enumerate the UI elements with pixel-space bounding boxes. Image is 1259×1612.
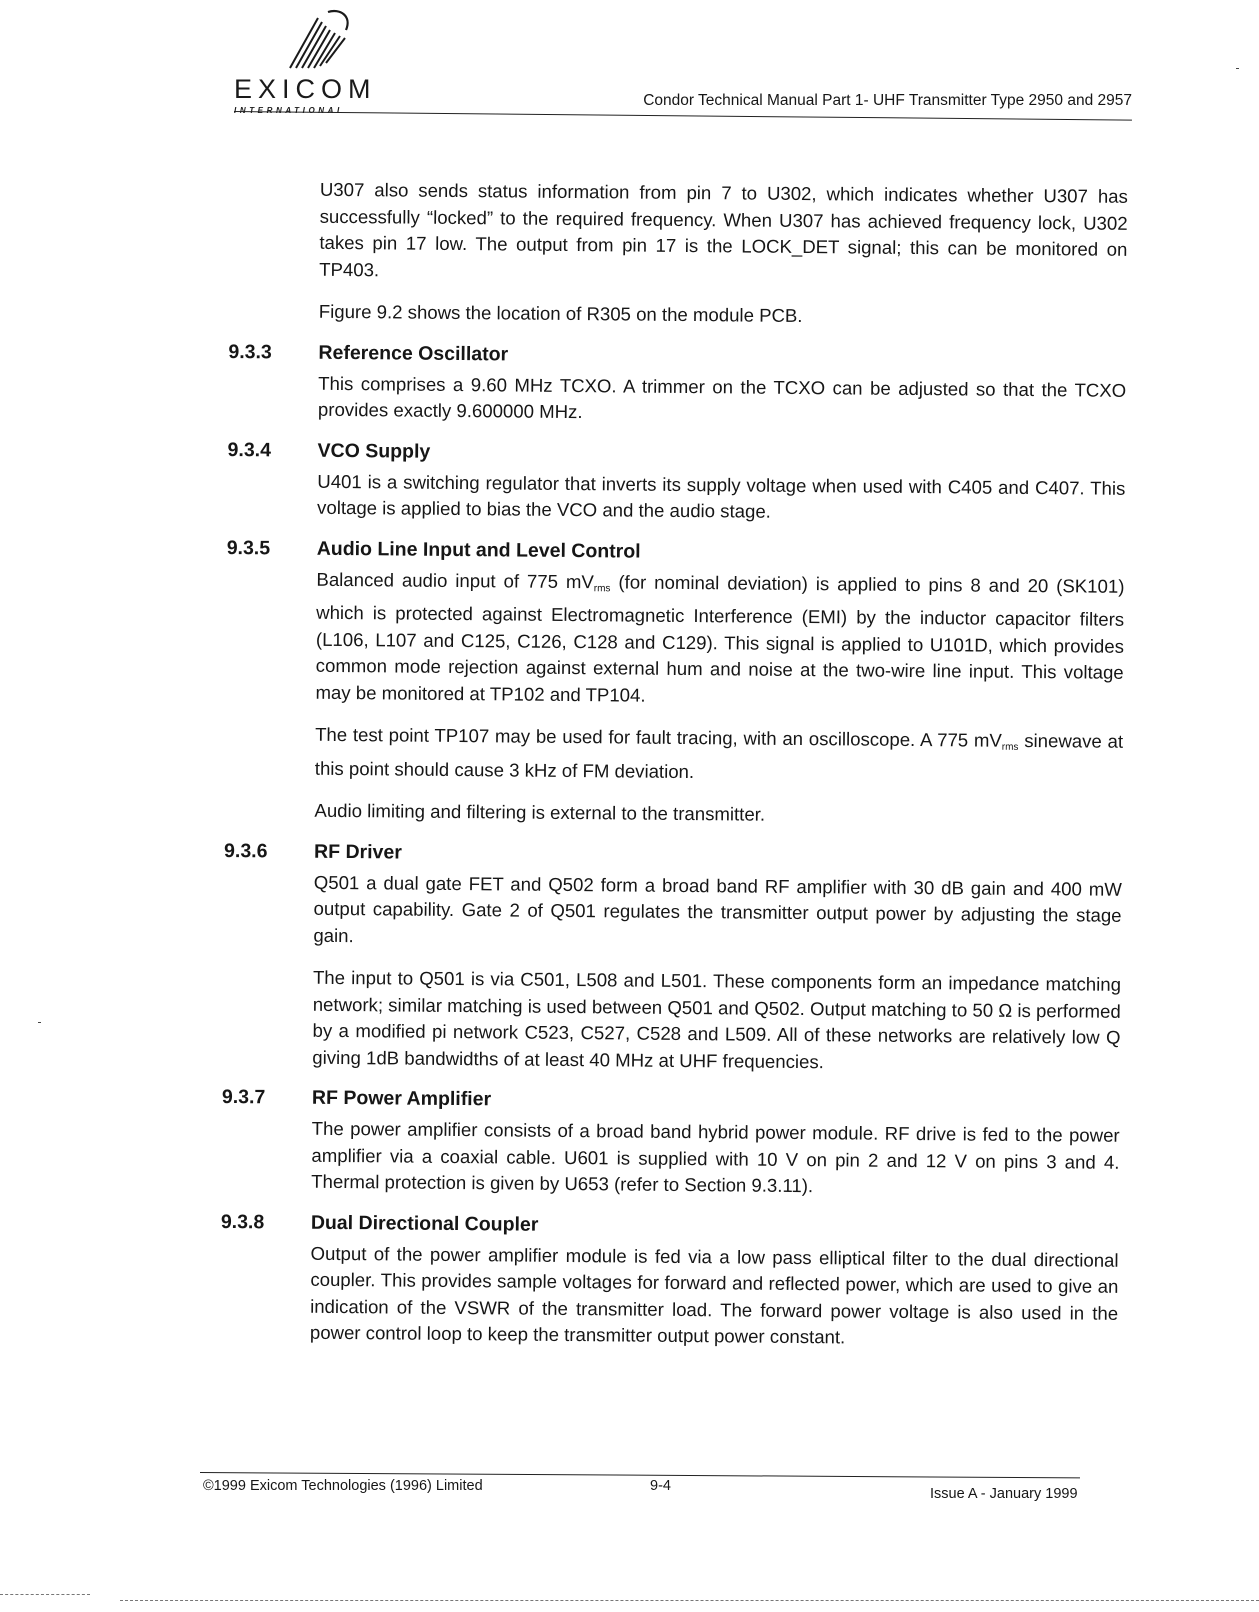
text-run: (for nominal deviation) is applied to pins 8 and 20 (SK101) which is protected against Electromagnetic Interference (EMI) by the inductor capacitor filters (L106, L107 and C125, C126, C128 and C129). This signal is applied to U101D, which provides common mode rejection against external hum and noise at the two-wire line input. This voltage may be monitored at TP102 and TP104. <box>315 570 1125 706</box>
section-heading <box>228 340 1128 371</box>
text-run: Balanced audio input of 775 mV <box>316 568 594 592</box>
section-number: 9.3.6 <box>224 839 268 862</box>
header-title: Condor Technical Manual Part 1- UHF Transmitter Type 2950 and 2957 <box>643 92 1132 109</box>
section-number: 9.3.7 <box>221 1085 266 1109</box>
logo-wordmark: EXICOM <box>234 74 377 104</box>
logo-subtext: INTERNATIONAL <box>234 106 346 115</box>
section-paragraph: The power amplifier consists of a broad band hybrid power module. RF drive is fed to the power amplifier via a coaxial cable. U601 is supplied with 10 V on pin 2 and 12 V on pins 3 and 4. Thermal protection is given by U653 (refer to Section 9.3.11). <box>311 1117 1120 1197</box>
section-title: VCO Supply <box>317 439 431 463</box>
rms-subscript: rms <box>593 582 611 594</box>
section-9-3-6 <box>222 839 1124 1077</box>
section-title: Dual Directional Coupler <box>310 1211 539 1236</box>
section-paragraph: Audio limiting and filtering is external to the transmitter. <box>314 799 766 825</box>
text-run: The test point TP107 may be used for fault tracing, with an oscilloscope. A 775 mV <box>315 723 1002 751</box>
section-number: 9.3.8 <box>220 1210 265 1233</box>
footer-page-number: 9-4 <box>650 1478 671 1494</box>
section-heading <box>228 438 1128 469</box>
section-9-3-7 <box>221 1086 1122 1202</box>
section-heading <box>222 1086 1122 1117</box>
section-paragraph: Q501 a dual gate FET and Q502 form a broad band RF amplifier with 30 dB gain and 400 mW output capability. Gate 2 of Q501 regulates the transmitter output power by adjusting the stage gain. <box>313 871 1122 946</box>
section-9-3-3 <box>228 340 1129 430</box>
section-9-3-8 <box>220 1210 1121 1353</box>
section-title: Audio Line Input and Level Control <box>316 537 641 563</box>
section-heading <box>227 536 1127 567</box>
section-title: RF Power Amplifier <box>311 1086 492 1111</box>
intro-paragraph-2: Figure 9.2 shows the location of R305 on the module PCB. <box>318 300 803 327</box>
section-title: RF Driver <box>314 840 402 864</box>
section-number: 9.3.5 <box>226 536 271 559</box>
company-logo <box>234 8 404 113</box>
scan-artifact-line <box>120 1600 1259 1601</box>
text-run: sinewave at this point should cause 3 kHz of FM deviation. <box>314 729 1124 782</box>
section-title: Reference Oscillator <box>318 341 509 365</box>
scan-artifact-dot <box>1236 68 1239 69</box>
header-divider <box>234 111 1132 121</box>
section-paragraph: U401 is a switching regulator that inverts its supply voltage when used with C405 and C407. This voltage is applied to bias the VCO and the audio stage. <box>317 470 1126 522</box>
intro-paragraph-1: U307 also sends status information from pin 7 to U302, which indicates whether U307 has successfully “locked” to the required frequency. When U307 has achieved frequency lock, U302 takes pin 17 low. The output from pin 17 is the LOCK_DET signal; this can be monitored on TP403. <box>319 178 1128 280</box>
section-paragraph: Output of the power amplifier module is fed via a low pass elliptical filter to the dual directional coupler. This provides sample voltages for forward and reflected power, which are used to give an indication of the VSWR of the transmitter load. The forward power voltage is also used in the power control loop to keep the transmitter output power constant. <box>309 1242 1119 1348</box>
scan-artifact-dot <box>38 1022 41 1023</box>
section-paragraph: This comprises a 9.60 MHz TCXO. A trimmer on the TCXO can be adjusted so that the TCXO provides exactly 9.600000 MHz. <box>317 372 1127 423</box>
section-9-3-5 <box>224 536 1126 831</box>
scan-artifact-line <box>0 1594 90 1595</box>
section-heading <box>224 839 1124 870</box>
section-number: 9.3.4 <box>227 438 272 461</box>
section-paragraph <box>315 722 1123 789</box>
footer-issue: Issue A - January 1999 <box>930 1486 1078 1502</box>
section-9-3-4 <box>227 438 1128 528</box>
footer-copyright: ©1999 Exicom Technologies (1996) Limited <box>203 1478 483 1494</box>
body-content <box>220 176 1130 1369</box>
section-heading <box>221 1210 1121 1241</box>
section-number: 9.3.3 <box>228 340 272 363</box>
rms-subscript: rms <box>1001 741 1019 753</box>
section-paragraph: The input to Q501 is via C501, L508 and L501. These components form an impedance matching network; similar matching is used between Q501 and Q502. Output matching to 50 Ω is performed by a modified pi network C523, C527, C528 and L509. All of these networks are relatively low Q giving 1dB bandwidths of at least 40 MHz at UHF frequencies. <box>312 966 1122 1072</box>
exicom-logo-icon <box>280 8 360 74</box>
section-paragraph <box>315 566 1124 713</box>
